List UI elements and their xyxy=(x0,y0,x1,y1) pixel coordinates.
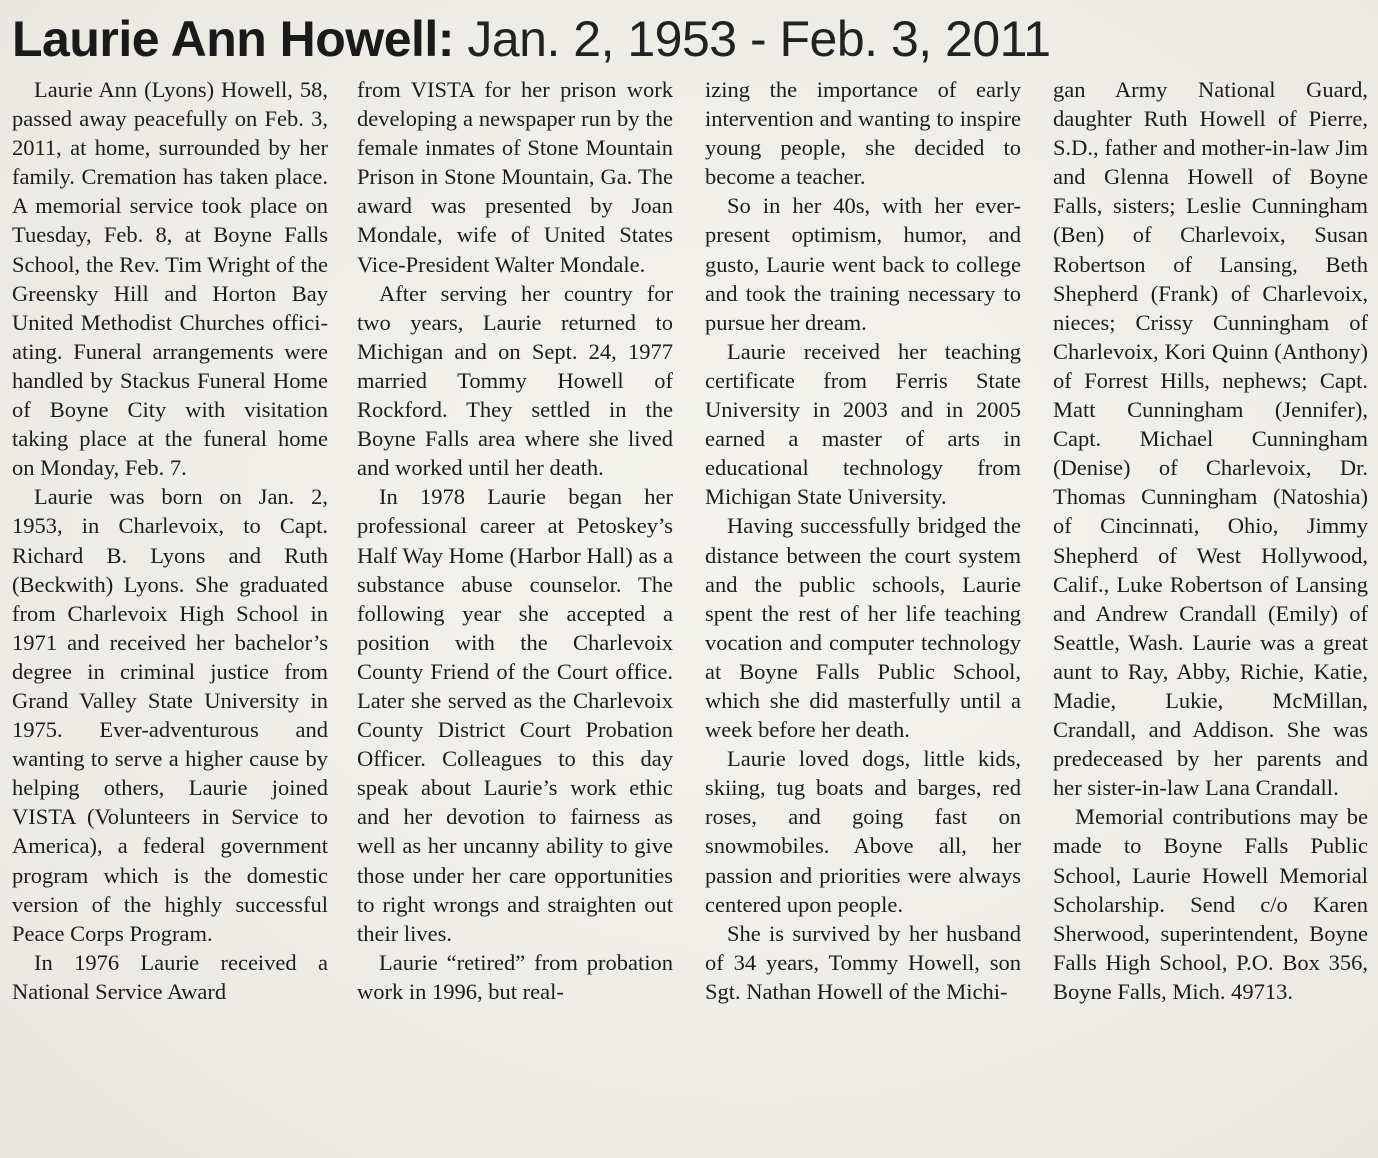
text-column-2 xyxy=(357,75,673,1155)
paragraph: In 1976 Laurie received a National Service Award xyxy=(12,949,328,1004)
paragraph: from VISTA for her prison work developing a newspaper run by the female inmates of Stone Mountain Prison in Stone Mountain, Ga. The award was presented by Joan Mondale, wife of United States Vice-President Walter Mondale. xyxy=(357,77,673,277)
paragraph: So in her 40s, with her ever-present optimism, humor, and gusto, Laurie went back to college and took the training necessary to pursue her dream. xyxy=(705,193,1021,335)
paragraph: izing the importance of early intervention and wanting to inspire young people, she decided to become a teacher. xyxy=(705,77,1021,190)
paragraph: gan Army National Guard, daughter Ruth Howell of Pierre, S.D., father and mother-in-law Jim and Glenna Howell of Boyne Falls, sisters; Leslie Cunningham (Ben) of Charlevoix, Susan Robertson of Lansing, Beth Shepherd (Frank) of Charlevoix, nieces; Crissy Cunningham of Charlevoix, Kori Quinn (Anthony) of Forrest Hills, nephews; Capt. Matt Cunningham (Jennifer), Capt. Michael Cunningham (Denise) of Charlevoix, Dr. Thomas Cunningham (Natoshia) of Cincinnati, Ohio, Jimmy Shepherd of West Hollywood, Calif., Luke Robertson of Lansing and Andrew Crandall (Emily) of Seattle, Wash. Laurie was a great aunt to Ray, Abby, Richie, Katie, Madie, Lukie, McMillan, Crandall, and Addison. She was predeceased by her parents and her sister-in-law Lana Crandall. xyxy=(1053,77,1368,801)
paragraph: Laurie Ann (Lyons) Howell, 58, passed away peacefully on Feb. 3, 2011, at home, surrounded by her family. Cremation has taken place. A memorial service took place on Tuesday, Feb. 8, at Boyne Falls School, the Rev. Tim Wright of the Greensky Hill and Horton Bay United Methodist Churches officiating. Funeral arrangements were handled by Stackus Funeral Home of Boyne City with visitation taking place at the funeral home on Monday, Feb. 7. xyxy=(12,77,328,481)
headline-dates: Jan. 2, 1953 - Feb. 3, 2011 xyxy=(467,11,1051,67)
text-column-3 xyxy=(705,75,1021,1155)
paragraph: Having successfully bridged the distance between the court system and the public schools, Laurie spent the rest of her life teaching vocation and computer technology at Boyne Falls Public School, which she did masterfully until a week before her death. xyxy=(705,513,1021,743)
paragraph: Laurie was born on Jan. 2, 1953, in Charlevoix, to Capt. Richard B. Lyons and Ruth (Beckwith) Lyons. She graduated from Charlevoix High School in 1971 and received her bachelor’s degree in criminal justice from Grand Valley State University in 1975. Ever-adventurous and wanting to serve a higher cause by helping others, Laurie joined VISTA (Volunteers in Service to America), a federal government program which is the domestic version of the highly successful Peace Corps Program. xyxy=(12,484,328,946)
obituary-headline xyxy=(12,6,1372,72)
paragraph: Laurie loved dogs, little kids, skiing, tug boats and barges, red roses, and going fast on snowmobiles. Above all, her passion and priorities were always centered upon people. xyxy=(705,746,1021,917)
paragraph: In 1978 Laurie began her professional career at Petoskey’s Half Way Home (Harbor Hall) as a substance abuse counselor. The following year she accepted a position with the Charlevoix County Friend of the Court office. Later she served as the Charlevoix County District Court Probation Officer. Colleagues to this day speak about Laurie’s work ethic and her devotion to fairness as well as her uncanny ability to give those under her care opportunities to right wrongs and straighten out their lives. xyxy=(357,484,673,946)
paragraph: Memorial contributions may be made to Boyne Falls Public School, Laurie Howell Memorial Scholarship. Send c/o Karen Sherwood, superintendent, Boyne Falls High School, P.O. Box 356, Boyne Falls, Mich. 49713. xyxy=(1053,804,1368,1004)
text-column-1 xyxy=(12,75,328,1155)
paragraph: Laurie received her teaching certificate from Ferris State University in 2003 and in 2005 earned a master of arts in educational technology from Michigan State University. xyxy=(705,338,1021,510)
paragraph: She is survived by her husband of 34 years, Tommy Howell, son Sgt. Nathan Howell of the Michi- xyxy=(705,920,1021,1004)
text-column-4 xyxy=(1053,75,1368,1155)
headline-name: Laurie Ann Howell: xyxy=(12,11,454,67)
paragraph: After serving her country for two years, Laurie returned to Michigan and on Sept. 24, 1977 married Tommy Howell of Rockford. They settled in the Boyne Falls area where she lived and worked until her death. xyxy=(357,280,673,481)
paragraph: Laurie “retired” from probation work in 1996, but real- xyxy=(357,949,673,1004)
